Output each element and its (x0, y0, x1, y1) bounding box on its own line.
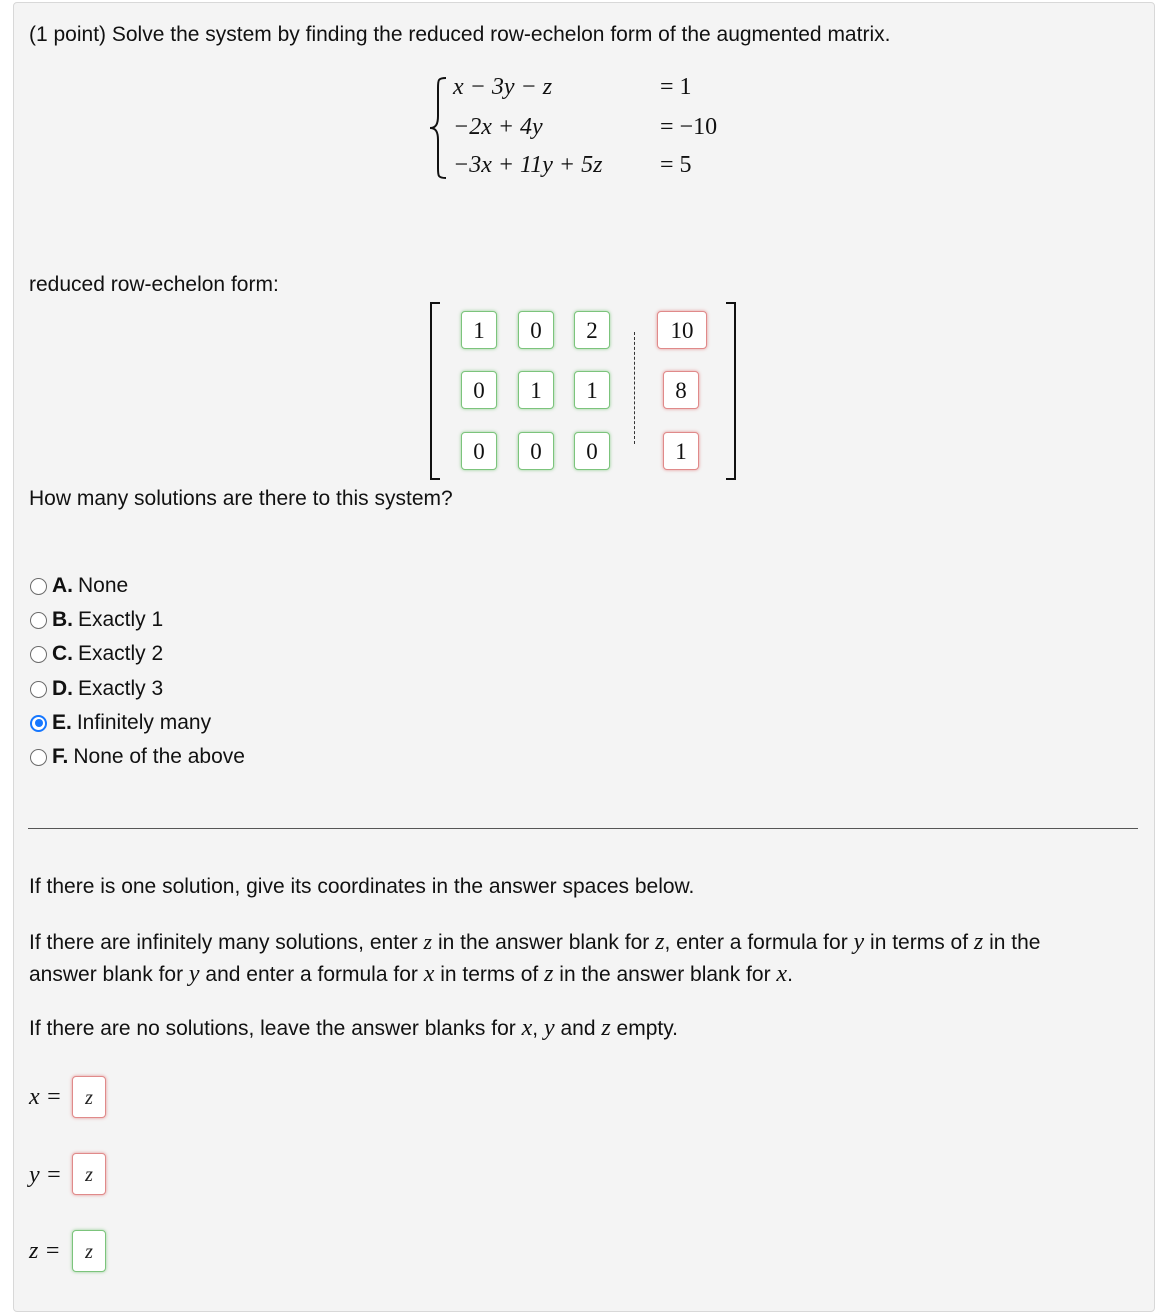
equation-2-lhs: −2x + 4y (453, 114, 543, 140)
option-label: None of the above (73, 745, 245, 768)
equation-3-rhs: = 5 (660, 152, 692, 178)
option-label: None (78, 574, 129, 597)
matrix-cell-r1c2[interactable]: 0 (518, 311, 554, 349)
problem-prompt: (1 point) Solve the system by finding the reduced row-echelon form of the augmented matrix. (29, 23, 891, 46)
radio-b[interactable] (30, 612, 47, 629)
option-label: Exactly 3 (78, 677, 164, 700)
matrix-right-bracket (726, 302, 736, 480)
var-y: y (188, 961, 200, 987)
augment-separator (634, 332, 635, 444)
option-e[interactable] (30, 708, 211, 738)
matrix-cell-r2c2[interactable]: 1 (518, 371, 554, 409)
instruction-infinite-line2 (29, 961, 793, 988)
var-z: z (655, 929, 665, 955)
option-f[interactable] (30, 742, 245, 772)
var-x: x (776, 961, 788, 987)
matrix-cell-r3-augmented[interactable]: 1 (663, 432, 699, 470)
instruction-one-solution: If there is one solution, give its coordinates in the answer spaces below. (29, 875, 695, 898)
system-brace (428, 76, 450, 180)
instruction-text: in terms of (440, 963, 539, 986)
option-label: Exactly 1 (78, 608, 164, 631)
x-answer-label: x = (29, 1084, 62, 1110)
y-answer-input[interactable]: z (72, 1153, 106, 1195)
option-letter: F. (52, 745, 69, 768)
var-z: z (973, 929, 984, 955)
y-answer-label: y = (29, 1162, 62, 1188)
radio-e-selected[interactable] (30, 715, 47, 732)
option-letter: D. (52, 677, 73, 700)
matrix-cell-r2-augmented[interactable]: 8 (663, 371, 699, 409)
option-c[interactable] (30, 639, 163, 669)
option-a[interactable] (30, 571, 128, 601)
instruction-no-solution (29, 1015, 678, 1042)
var-y: y (853, 929, 865, 955)
matrix-left-bracket (430, 302, 440, 480)
radio-c[interactable] (30, 646, 47, 663)
instruction-text: and enter a formula for (205, 963, 418, 986)
var-z: z (601, 1015, 611, 1041)
radio-a[interactable] (30, 578, 47, 595)
equation-3-lhs: −3x + 11y + 5z (453, 152, 603, 178)
question-text: How many solutions are there to this system? (29, 487, 453, 510)
divider (28, 828, 1138, 829)
instruction-text: in the answer blank for (437, 931, 650, 954)
option-label: Infinitely many (76, 711, 212, 734)
var-x: x (423, 961, 435, 987)
matrix-cell-r3c3[interactable]: 0 (574, 432, 610, 470)
matrix-cell-r3c2[interactable]: 0 (518, 432, 554, 470)
option-label: Exactly 2 (78, 642, 164, 665)
instruction-text: in the (989, 931, 1041, 954)
option-d[interactable] (30, 674, 163, 704)
x-answer-input[interactable]: z (72, 1076, 106, 1118)
instruction-text: in terms of (870, 931, 969, 954)
matrix-cell-r1c1[interactable]: 1 (461, 311, 497, 349)
z-answer-input[interactable]: z (72, 1230, 106, 1272)
option-letter: B. (52, 608, 73, 631)
option-b[interactable] (30, 605, 163, 635)
radio-d[interactable] (30, 681, 47, 698)
matrix-cell-r2c1[interactable]: 0 (461, 371, 497, 409)
instruction-text: answer blank for (29, 963, 184, 986)
matrix-cell-r1-augmented[interactable]: 10 (657, 311, 707, 349)
instruction-text: , enter a formula for (664, 931, 848, 954)
instruction-infinite-line1 (29, 929, 1040, 956)
var-z: z (544, 961, 554, 987)
equation-2-rhs: = −10 (660, 114, 718, 140)
instruction-text: If there are no solutions, leave the answer blanks for (29, 1017, 516, 1040)
z-answer-label: z = (29, 1238, 61, 1264)
instruction-text: empty. (616, 1017, 679, 1040)
var-x: x (521, 1015, 533, 1041)
var-z: z (423, 929, 433, 954)
matrix-cell-r3c1[interactable]: 0 (461, 432, 497, 470)
option-letter: C. (52, 642, 73, 665)
period: . (787, 963, 793, 986)
instruction-text: in the answer blank for (559, 963, 771, 986)
equation-1-lhs: x − 3y − z (453, 74, 553, 100)
problem-panel (13, 2, 1155, 1312)
matrix-cell-r1c3[interactable]: 2 (574, 311, 610, 349)
radio-f[interactable] (30, 749, 47, 766)
rref-label: reduced row-echelon form: (29, 273, 279, 296)
option-letter: E. (52, 711, 72, 734)
instruction-text: and (560, 1017, 596, 1040)
comma: , (532, 1017, 539, 1040)
var-y: y (543, 1015, 555, 1041)
instruction-text: If there are infinitely many solutions, enter (29, 931, 418, 954)
option-letter: A. (52, 574, 73, 597)
matrix-cell-r2c3[interactable]: 1 (574, 371, 610, 409)
equation-1-rhs: = 1 (660, 74, 692, 100)
